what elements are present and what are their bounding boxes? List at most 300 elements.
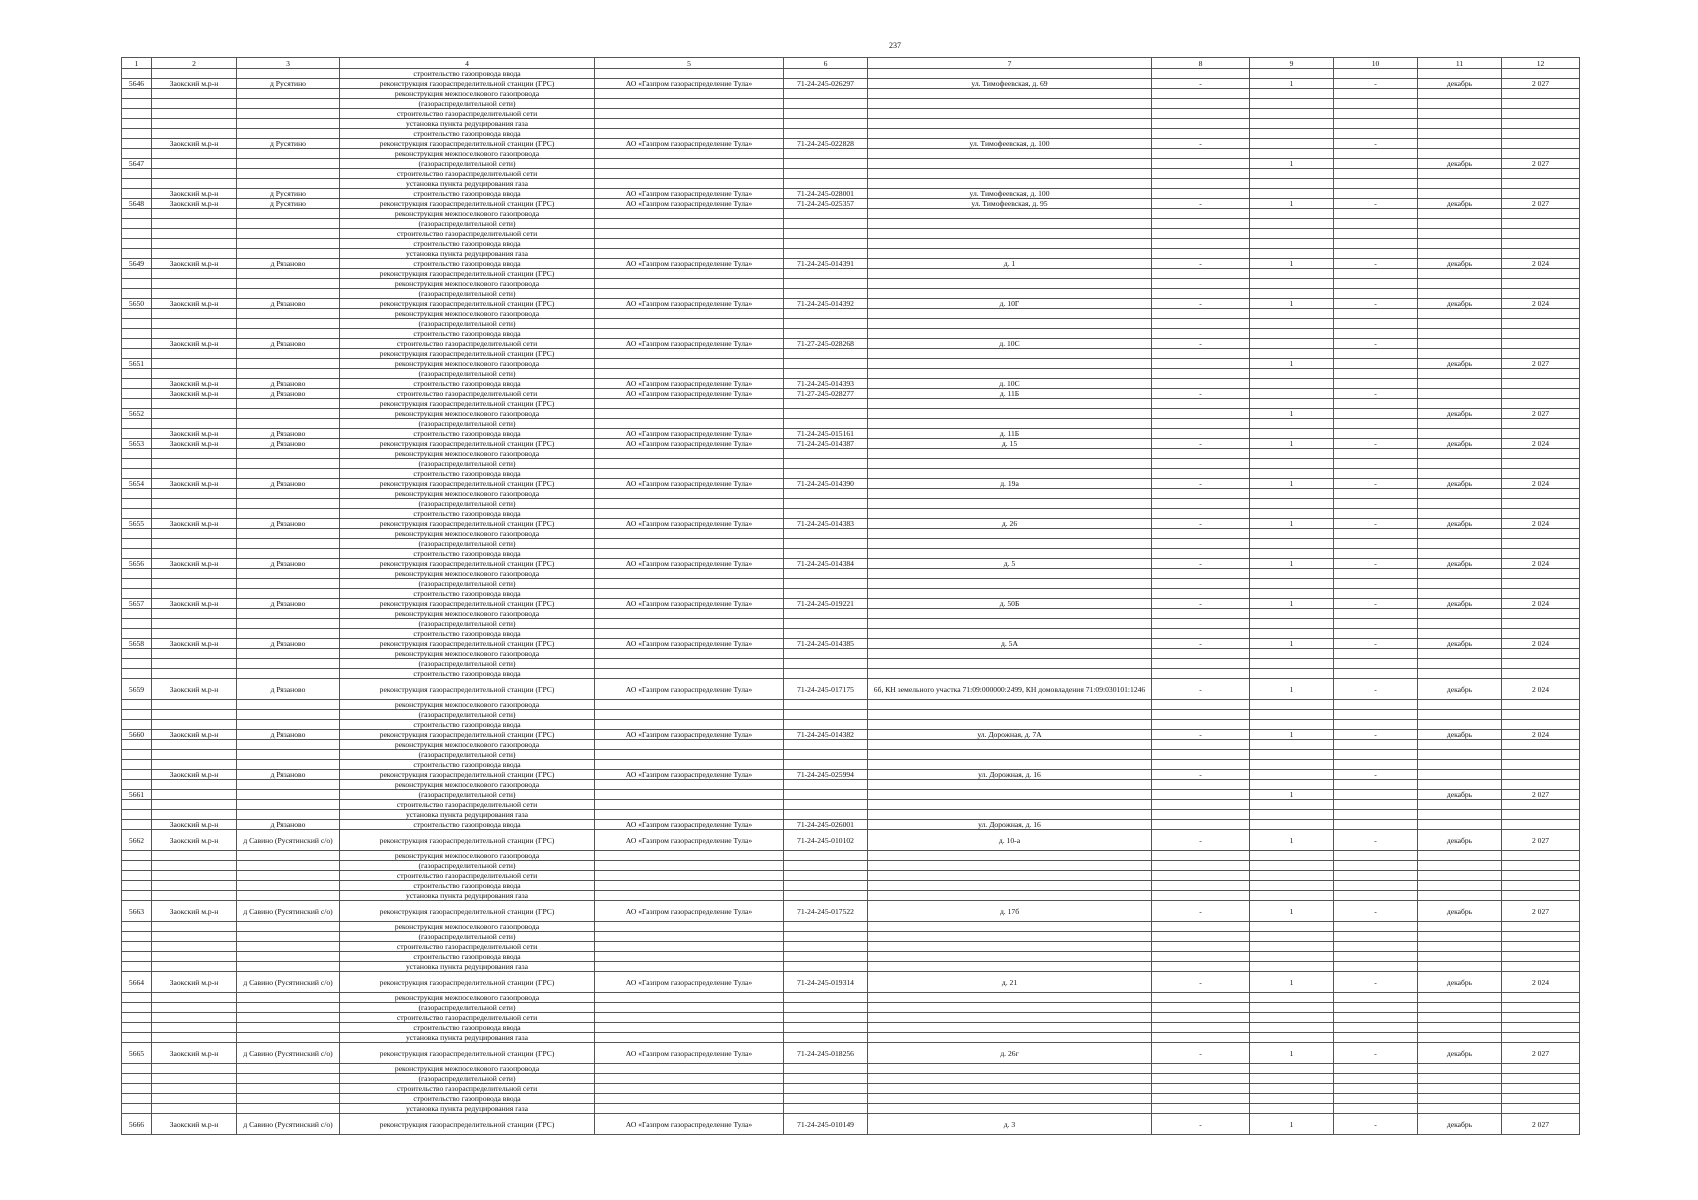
col8-cell	[1152, 319, 1250, 329]
work-type-cell: реконструкция газораспределительной станции (ГРС)	[340, 349, 595, 359]
year-cell: 2 024	[1502, 679, 1580, 700]
settlement-cell	[237, 589, 340, 599]
row-number-cell	[122, 399, 152, 409]
col8-cell	[1152, 459, 1250, 469]
month-cell	[1418, 700, 1502, 710]
address-cell	[868, 469, 1152, 479]
settlement-cell	[237, 319, 340, 329]
count-cell	[1250, 669, 1334, 679]
count-cell	[1250, 993, 1334, 1003]
month-cell	[1418, 449, 1502, 459]
col10-cell	[1334, 459, 1418, 469]
application-number-cell: 71-27-245-028268	[784, 339, 868, 349]
month-cell: декабрь	[1418, 790, 1502, 800]
application-number-cell	[784, 1033, 868, 1043]
table-row	[122, 159, 1580, 169]
table-row	[122, 139, 1580, 149]
column-number: 12	[1502, 58, 1580, 69]
count-cell	[1250, 169, 1334, 179]
address-cell	[868, 449, 1152, 459]
row-number-cell: 5663	[122, 901, 152, 922]
row-number-cell	[122, 659, 152, 669]
row-number-cell	[122, 579, 152, 589]
col10-cell	[1334, 449, 1418, 459]
table-row	[122, 289, 1580, 299]
year-cell	[1502, 429, 1580, 439]
application-number-cell	[784, 659, 868, 669]
district-cell	[152, 269, 237, 279]
col10-cell	[1334, 129, 1418, 139]
count-cell: 1	[1250, 790, 1334, 800]
row-number-cell: 5661	[122, 790, 152, 800]
settlement-cell	[237, 800, 340, 810]
year-cell	[1502, 780, 1580, 790]
district-cell	[152, 1084, 237, 1094]
row-number-cell	[122, 1064, 152, 1074]
address-cell	[868, 780, 1152, 790]
row-number-cell	[122, 861, 152, 871]
table-row	[122, 800, 1580, 810]
application-number-cell	[784, 69, 868, 79]
application-number-cell	[784, 119, 868, 129]
col8-cell	[1152, 609, 1250, 619]
district-cell: Заокский м.р-н	[152, 379, 237, 389]
address-cell	[868, 109, 1152, 119]
month-cell	[1418, 289, 1502, 299]
count-cell	[1250, 539, 1334, 549]
col8-cell	[1152, 750, 1250, 760]
row-number-cell	[122, 319, 152, 329]
application-number-cell	[784, 209, 868, 219]
settlement-cell: д Рязаново	[237, 599, 340, 609]
count-cell	[1250, 139, 1334, 149]
year-cell	[1502, 279, 1580, 289]
application-number-cell: 71-24-245-017175	[784, 679, 868, 700]
year-cell	[1502, 339, 1580, 349]
month-cell	[1418, 169, 1502, 179]
row-number-cell	[122, 339, 152, 349]
address-cell	[868, 329, 1152, 339]
application-number-cell	[784, 549, 868, 559]
count-cell	[1250, 399, 1334, 409]
row-number-cell	[122, 279, 152, 289]
table-row	[122, 479, 1580, 489]
col8-cell	[1152, 499, 1250, 509]
application-number-cell	[784, 800, 868, 810]
table-row	[122, 659, 1580, 669]
settlement-cell	[237, 459, 340, 469]
settlement-cell: д Рязаново	[237, 299, 340, 309]
col10-cell	[1334, 209, 1418, 219]
row-number-cell	[122, 851, 152, 861]
year-cell	[1502, 1074, 1580, 1084]
application-number-cell: 71-24-245-014393	[784, 379, 868, 389]
district-cell	[152, 1094, 237, 1104]
settlement-cell	[237, 419, 340, 429]
month-cell	[1418, 820, 1502, 830]
work-type-cell: строительство газопровода ввода	[340, 259, 595, 269]
settlement-cell	[237, 1094, 340, 1104]
col10-cell: -	[1334, 79, 1418, 89]
application-number-cell	[784, 109, 868, 119]
organization-cell	[595, 922, 784, 932]
district-cell	[152, 871, 237, 881]
district-cell	[152, 669, 237, 679]
row-number-cell	[122, 489, 152, 499]
settlement-cell	[237, 119, 340, 129]
organization-cell	[595, 289, 784, 299]
address-cell	[868, 149, 1152, 159]
col8-cell	[1152, 529, 1250, 539]
month-cell	[1418, 589, 1502, 599]
col10-cell	[1334, 952, 1418, 962]
col10-cell	[1334, 179, 1418, 189]
district-cell: Заокский м.р-н	[152, 389, 237, 399]
settlement-cell	[237, 780, 340, 790]
col8-cell	[1152, 409, 1250, 419]
col10-cell	[1334, 1013, 1418, 1023]
table-row	[122, 1013, 1580, 1023]
work-type-cell: реконструкция межпоселкового газопровода	[340, 780, 595, 790]
table-row	[122, 710, 1580, 720]
district-cell	[152, 409, 237, 419]
settlement-cell: д Рязаново	[237, 730, 340, 740]
district-cell	[152, 790, 237, 800]
count-cell	[1250, 339, 1334, 349]
count-cell	[1250, 349, 1334, 359]
count-cell	[1250, 569, 1334, 579]
work-type-cell: строительство газопровода ввода	[340, 589, 595, 599]
table-row	[122, 922, 1580, 932]
col10-cell	[1334, 810, 1418, 820]
application-number-cell	[784, 780, 868, 790]
application-number-cell	[784, 629, 868, 639]
count-cell	[1250, 609, 1334, 619]
col10-cell: -	[1334, 639, 1418, 649]
col8-cell	[1152, 179, 1250, 189]
settlement-cell	[237, 1104, 340, 1114]
month-cell	[1418, 429, 1502, 439]
column-number: 9	[1250, 58, 1334, 69]
month-cell: декабрь	[1418, 559, 1502, 569]
month-cell	[1418, 179, 1502, 189]
organization-cell: АО «Газпром газораспределение Тула»	[595, 429, 784, 439]
organization-cell	[595, 499, 784, 509]
col8-cell	[1152, 209, 1250, 219]
settlement-cell: д Рязаново	[237, 559, 340, 569]
year-cell	[1502, 810, 1580, 820]
organization-cell: АО «Газпром газораспределение Тула»	[595, 599, 784, 609]
count-cell	[1250, 760, 1334, 770]
work-type-cell: строительство газопровода ввода	[340, 69, 595, 79]
month-cell	[1418, 720, 1502, 730]
page-number: 237	[889, 41, 901, 50]
table-row	[122, 1094, 1580, 1104]
year-cell	[1502, 800, 1580, 810]
col10-cell	[1334, 669, 1418, 679]
col8-cell	[1152, 509, 1250, 519]
work-type-cell: (газораспределительной сети)	[340, 1074, 595, 1084]
district-cell: Заокский м.р-н	[152, 730, 237, 740]
application-number-cell	[784, 609, 868, 619]
col8-cell	[1152, 1084, 1250, 1094]
application-number-cell	[784, 159, 868, 169]
col10-cell	[1334, 922, 1418, 932]
address-cell: ул. Дорожная, д. 16	[868, 820, 1152, 830]
district-cell	[152, 209, 237, 219]
year-cell: 2 024	[1502, 299, 1580, 309]
application-number-cell	[784, 669, 868, 679]
col8-cell: -	[1152, 559, 1250, 569]
count-cell: 1	[1250, 479, 1334, 489]
work-type-cell: реконструкция газораспределительной станции (ГРС)	[340, 299, 595, 309]
year-cell	[1502, 649, 1580, 659]
col10-cell	[1334, 99, 1418, 109]
table-row	[122, 369, 1580, 379]
settlement-cell	[237, 750, 340, 760]
count-cell	[1250, 509, 1334, 519]
work-type-cell: строительство газопровода ввода	[340, 379, 595, 389]
col10-cell	[1334, 800, 1418, 810]
row-number-cell: 5649	[122, 259, 152, 269]
address-cell	[868, 229, 1152, 239]
table-row	[122, 730, 1580, 740]
address-cell	[868, 529, 1152, 539]
settlement-cell	[237, 399, 340, 409]
settlement-cell	[237, 952, 340, 962]
col10-cell	[1334, 1074, 1418, 1084]
row-number-cell	[122, 810, 152, 820]
settlement-cell	[237, 790, 340, 800]
count-cell: 1	[1250, 599, 1334, 609]
col10-cell	[1334, 279, 1418, 289]
count-cell	[1250, 922, 1334, 932]
year-cell	[1502, 229, 1580, 239]
work-type-cell: установка пункта редуцирования газа	[340, 1033, 595, 1043]
district-cell	[152, 99, 237, 109]
organization-cell: АО «Газпром газораспределение Тула»	[595, 730, 784, 740]
col8-cell	[1152, 740, 1250, 750]
work-type-cell: реконструкция газораспределительной станции (ГРС)	[340, 439, 595, 449]
work-type-cell: реконструкция газораспределительной станции (ГРС)	[340, 479, 595, 489]
col10-cell	[1334, 89, 1418, 99]
address-cell	[868, 810, 1152, 820]
table-row	[122, 589, 1580, 599]
col10-cell	[1334, 309, 1418, 319]
table-row	[122, 619, 1580, 629]
row-number-cell	[122, 649, 152, 659]
address-cell	[868, 1094, 1152, 1104]
month-cell: декабрь	[1418, 79, 1502, 89]
work-type-cell: строительство газораспределительной сети	[340, 109, 595, 119]
month-cell: декабрь	[1418, 830, 1502, 851]
column-number-row	[122, 58, 1580, 69]
year-cell	[1502, 469, 1580, 479]
district-cell	[152, 309, 237, 319]
year-cell	[1502, 891, 1580, 901]
row-number-cell	[122, 449, 152, 459]
table-row	[122, 1074, 1580, 1084]
address-cell	[868, 993, 1152, 1003]
table-row	[122, 891, 1580, 901]
address-cell: ул. Тимофеевская, д. 69	[868, 79, 1152, 89]
work-type-cell: реконструкция газораспределительной станции (ГРС)	[340, 901, 595, 922]
settlement-cell: д Рязаново	[237, 339, 340, 349]
row-number-cell	[122, 189, 152, 199]
address-cell	[868, 750, 1152, 760]
work-type-cell: (газораспределительной сети)	[340, 369, 595, 379]
table-row	[122, 379, 1580, 389]
month-cell: декабрь	[1418, 1114, 1502, 1135]
count-cell	[1250, 149, 1334, 159]
row-number-cell	[122, 549, 152, 559]
col8-cell	[1152, 1013, 1250, 1023]
count-cell: 1	[1250, 1043, 1334, 1064]
year-cell	[1502, 589, 1580, 599]
count-cell	[1250, 800, 1334, 810]
table-row	[122, 1023, 1580, 1033]
table-row	[122, 861, 1580, 871]
organization-cell	[595, 119, 784, 129]
table-row	[122, 1084, 1580, 1094]
application-number-cell	[784, 529, 868, 539]
district-cell: Заокский м.р-н	[152, 599, 237, 609]
settlement-cell	[237, 861, 340, 871]
application-number-cell: 71-24-245-010149	[784, 1114, 868, 1135]
organization-cell	[595, 649, 784, 659]
row-number-cell: 5648	[122, 199, 152, 209]
col8-cell	[1152, 810, 1250, 820]
settlement-cell	[237, 700, 340, 710]
settlement-cell	[237, 159, 340, 169]
address-cell	[868, 932, 1152, 942]
organization-cell	[595, 109, 784, 119]
year-cell	[1502, 99, 1580, 109]
organization-cell	[595, 790, 784, 800]
row-number-cell: 5652	[122, 409, 152, 419]
month-cell	[1418, 509, 1502, 519]
row-number-cell	[122, 993, 152, 1003]
work-type-cell: реконструкция газораспределительной станции (ГРС)	[340, 559, 595, 569]
year-cell	[1502, 820, 1580, 830]
row-number-cell: 5658	[122, 639, 152, 649]
year-cell	[1502, 119, 1580, 129]
col8-cell	[1152, 760, 1250, 770]
table-row	[122, 1114, 1580, 1135]
district-cell	[152, 760, 237, 770]
work-type-cell: (газораспределительной сети)	[340, 659, 595, 669]
application-number-cell	[784, 750, 868, 760]
organization-cell	[595, 993, 784, 1003]
address-cell	[868, 619, 1152, 629]
table-row	[122, 309, 1580, 319]
settlement-cell	[237, 239, 340, 249]
count-cell	[1250, 750, 1334, 760]
month-cell	[1418, 99, 1502, 109]
organization-cell: АО «Газпром газораспределение Тула»	[595, 199, 784, 209]
address-cell	[868, 871, 1152, 881]
application-number-cell	[784, 952, 868, 962]
organization-cell	[595, 1074, 784, 1084]
table-row	[122, 509, 1580, 519]
organization-cell: АО «Газпром газораспределение Тула»	[595, 559, 784, 569]
organization-cell	[595, 589, 784, 599]
count-cell	[1250, 720, 1334, 730]
organization-cell	[595, 529, 784, 539]
year-cell	[1502, 871, 1580, 881]
organization-cell: АО «Газпром газораспределение Тула»	[595, 639, 784, 649]
count-cell	[1250, 881, 1334, 891]
month-cell	[1418, 89, 1502, 99]
organization-cell	[595, 669, 784, 679]
year-cell: 2 024	[1502, 559, 1580, 569]
year-cell: 2 024	[1502, 599, 1580, 609]
application-number-cell	[784, 700, 868, 710]
district-cell	[152, 489, 237, 499]
count-cell	[1250, 851, 1334, 861]
col10-cell	[1334, 169, 1418, 179]
work-type-cell: строительство газораспределительной сети	[340, 1013, 595, 1023]
month-cell	[1418, 549, 1502, 559]
work-type-cell: (газораспределительной сети)	[340, 790, 595, 800]
district-cell	[152, 993, 237, 1003]
district-cell	[152, 109, 237, 119]
organization-cell	[595, 469, 784, 479]
district-cell	[152, 119, 237, 129]
organization-cell	[595, 891, 784, 901]
row-number-cell	[122, 962, 152, 972]
work-type-cell: реконструкция газораспределительной станции (ГРС)	[340, 79, 595, 89]
col10-cell: -	[1334, 679, 1418, 700]
count-cell: 1	[1250, 259, 1334, 269]
year-cell	[1502, 1084, 1580, 1094]
district-cell	[152, 750, 237, 760]
table-row	[122, 901, 1580, 922]
row-number-cell	[122, 800, 152, 810]
application-number-cell	[784, 649, 868, 659]
organization-cell	[595, 1094, 784, 1104]
settlement-cell	[237, 359, 340, 369]
count-cell	[1250, 489, 1334, 499]
district-cell	[152, 569, 237, 579]
month-cell	[1418, 279, 1502, 289]
table-row	[122, 609, 1580, 619]
district-cell	[152, 319, 237, 329]
settlement-cell	[237, 489, 340, 499]
district-cell	[152, 1104, 237, 1114]
application-number-cell	[784, 449, 868, 459]
application-number-cell	[784, 851, 868, 861]
district-cell	[152, 881, 237, 891]
column-number: 1	[122, 58, 152, 69]
work-type-cell: реконструкция межпоселкового газопровода	[340, 649, 595, 659]
count-cell: 1	[1250, 679, 1334, 700]
month-cell	[1418, 932, 1502, 942]
col10-cell	[1334, 1094, 1418, 1104]
year-cell	[1502, 659, 1580, 669]
col10-cell: -	[1334, 519, 1418, 529]
count-cell: 1	[1250, 199, 1334, 209]
work-type-cell: строительство газопровода ввода	[340, 469, 595, 479]
col10-cell	[1334, 329, 1418, 339]
col10-cell	[1334, 993, 1418, 1003]
table-row	[122, 810, 1580, 820]
col8-cell	[1152, 129, 1250, 139]
month-cell	[1418, 319, 1502, 329]
col10-cell	[1334, 529, 1418, 539]
organization-cell	[595, 942, 784, 952]
month-cell	[1418, 329, 1502, 339]
